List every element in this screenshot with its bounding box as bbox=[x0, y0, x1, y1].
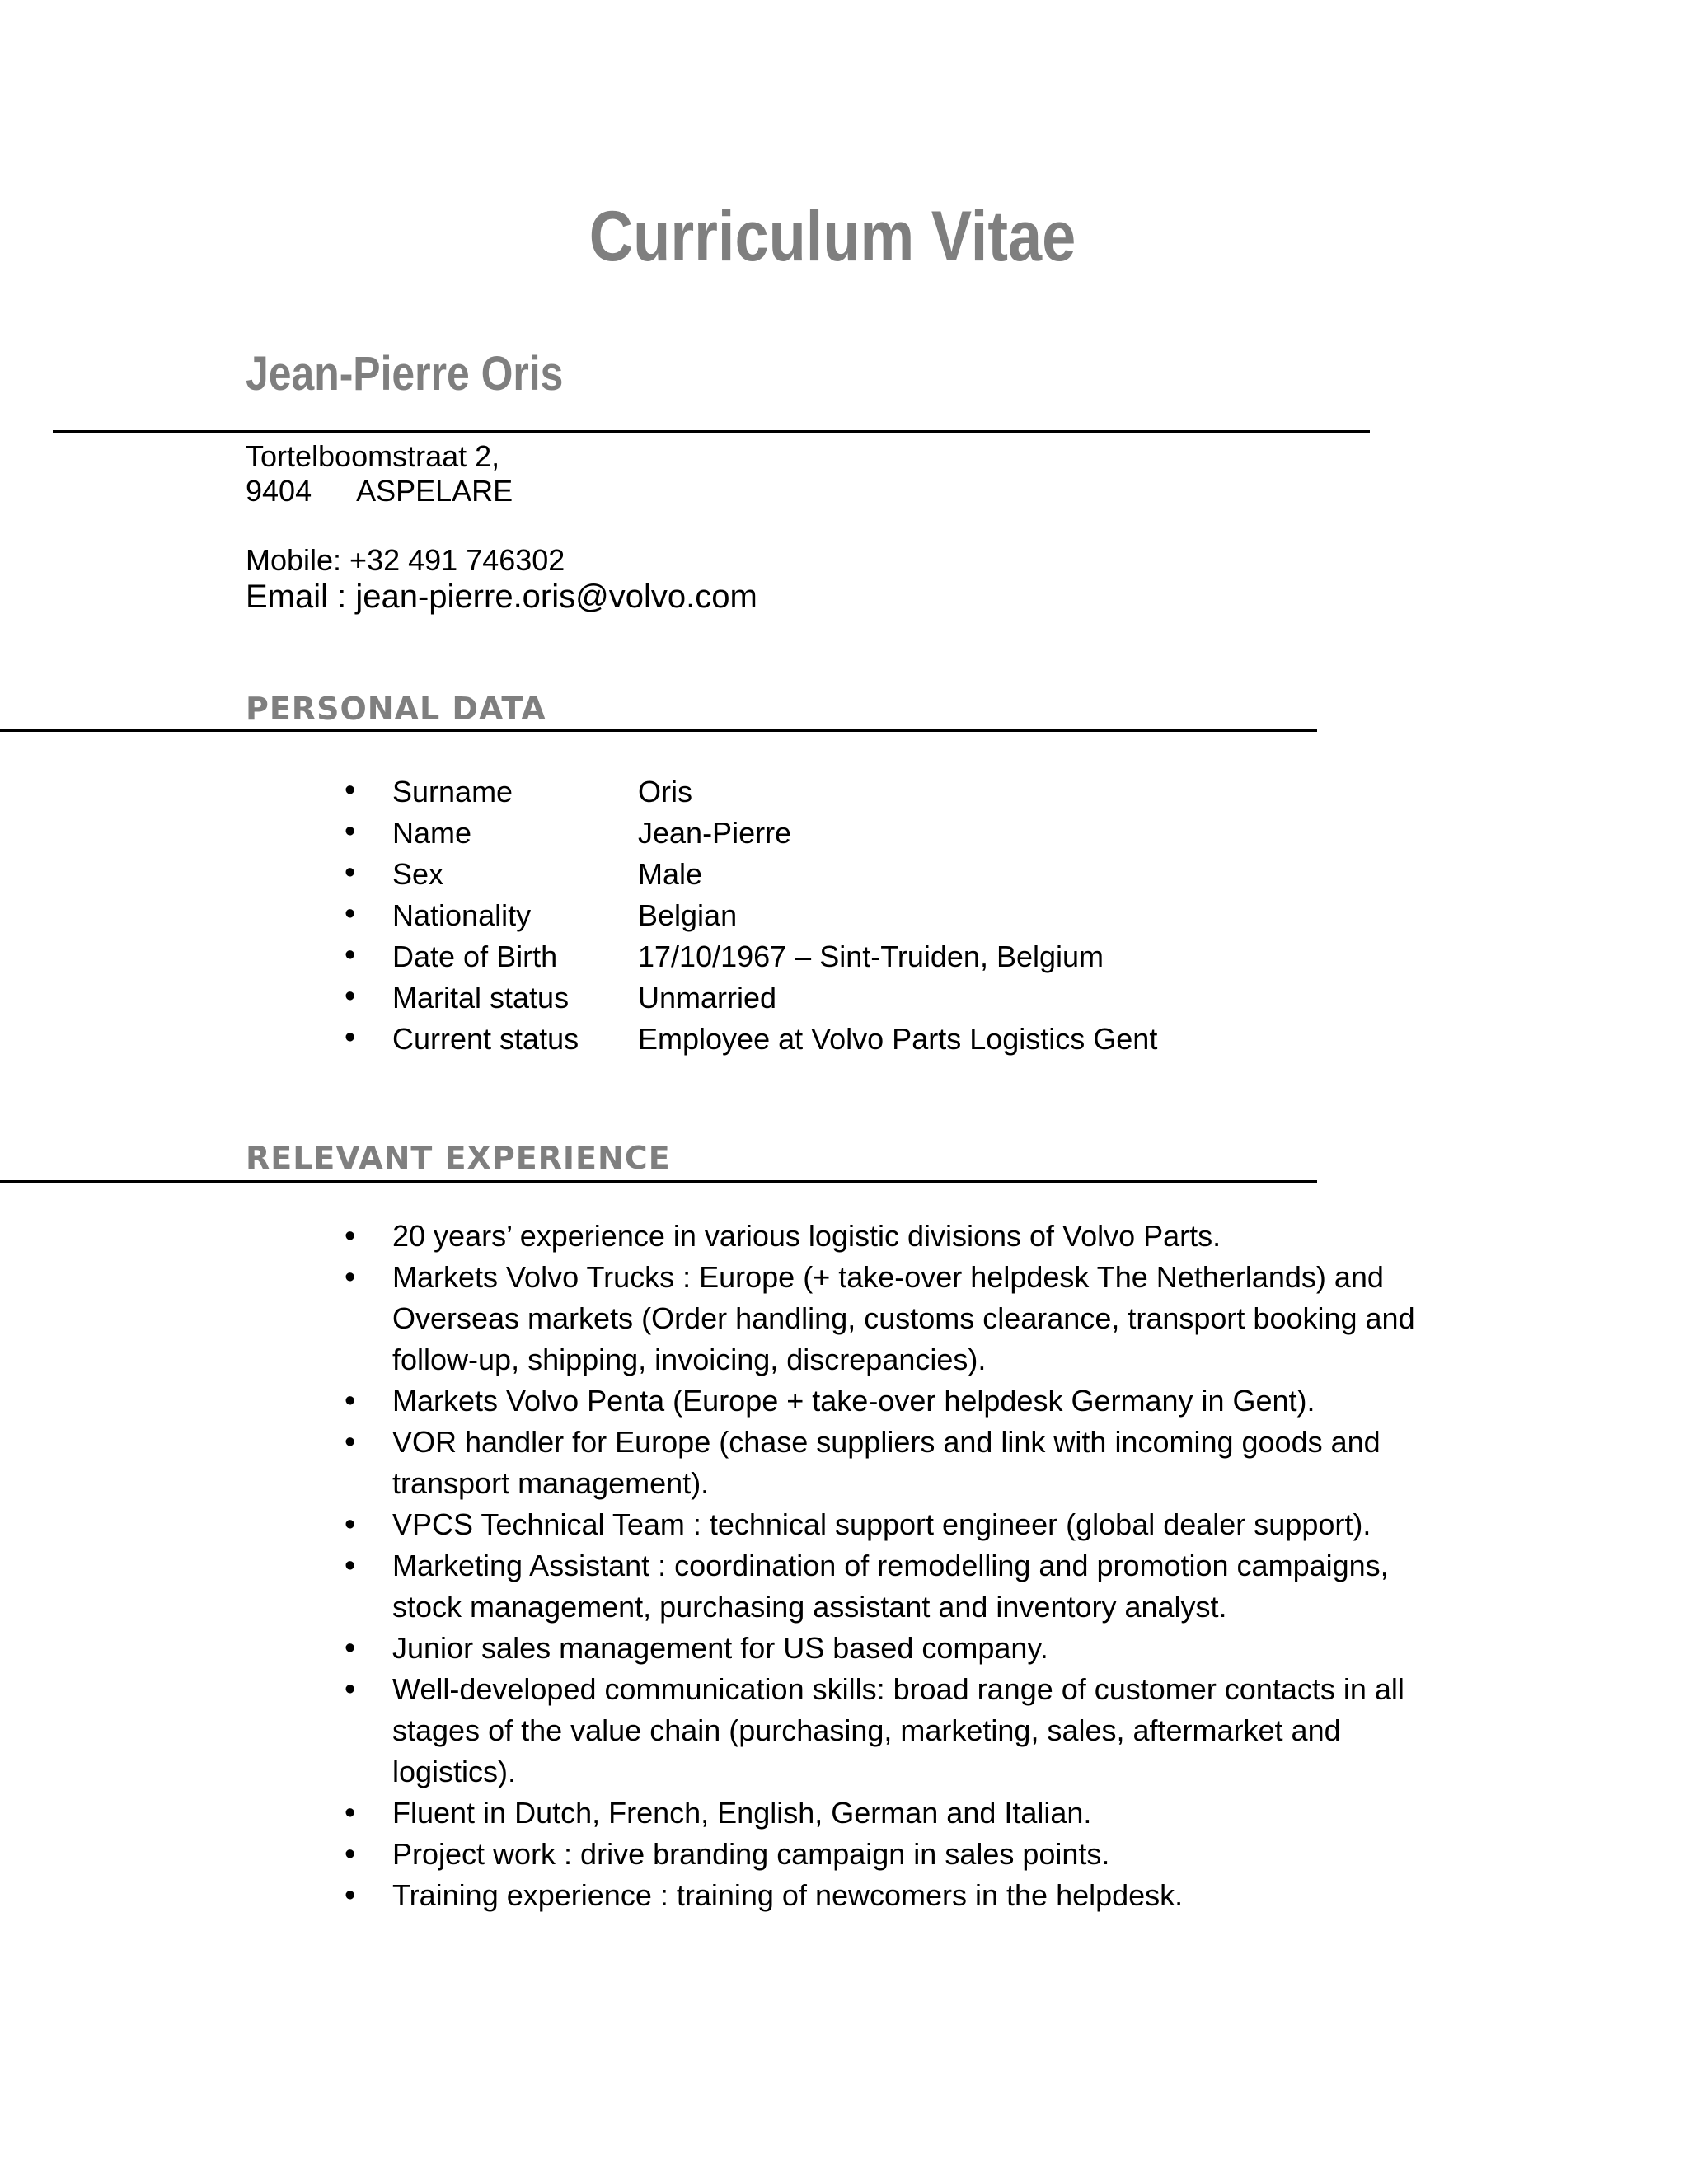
experience-item bbox=[0, 1380, 1688, 1422]
bullet-icon: • bbox=[345, 1837, 356, 1872]
experience-text: Fluent in Dutch, French, English, German and Italian. bbox=[392, 1796, 1092, 1830]
experience-item bbox=[0, 1545, 1688, 1628]
experience-text: Markets Volvo Penta (Europe + take-over helpdesk Germany in Gent). bbox=[392, 1384, 1315, 1418]
personal-data-row bbox=[0, 898, 1688, 940]
experience-list bbox=[0, 1216, 1688, 1916]
experience-item bbox=[0, 1834, 1688, 1875]
personal-data-label: Date of Birth bbox=[392, 940, 558, 973]
bullet-icon: • bbox=[345, 814, 356, 849]
experience-item bbox=[0, 1628, 1688, 1669]
experience-text: 20 years’ experience in various logistic divisions of Volvo Parts. bbox=[392, 1219, 1221, 1253]
bullet-icon: • bbox=[345, 773, 356, 808]
personal-data-label: Name bbox=[392, 816, 472, 850]
city: ASPELARE bbox=[356, 474, 513, 508]
personal-data-row bbox=[0, 816, 1688, 857]
personal-data-row bbox=[0, 940, 1688, 981]
bullet-icon: • bbox=[345, 1020, 356, 1055]
personal-data-divider bbox=[0, 729, 1317, 732]
personal-data-value: Employee at Volvo Parts Logistics Gent bbox=[638, 1022, 1158, 1056]
personal-data-label: Sex bbox=[392, 857, 444, 891]
personal-data-label: Surname bbox=[392, 775, 513, 808]
relevant-experience-heading: RELEVANT EXPERIENCE bbox=[246, 1140, 671, 1176]
experience-item bbox=[0, 1793, 1688, 1834]
street-address: Tortelboomstraat 2, bbox=[246, 439, 500, 473]
bullet-icon: • bbox=[345, 979, 356, 1014]
experience-text: Marketing Assistant : coordination of remodelling and promotion campaigns, stock management, purchasing assistant and inventory analyst. bbox=[392, 1549, 1389, 1624]
experience-item bbox=[0, 1504, 1688, 1545]
experience-item bbox=[0, 1422, 1688, 1504]
relevant-experience-divider bbox=[0, 1180, 1317, 1183]
experience-text: VOR handler for Europe (chase suppliers and link with incoming goods and transport management). bbox=[392, 1425, 1381, 1500]
mobile-number: Mobile: +32 491 746302 bbox=[246, 543, 565, 577]
personal-data-value: Oris bbox=[638, 775, 692, 808]
bullet-icon: • bbox=[345, 855, 356, 890]
personal-data-row bbox=[0, 1022, 1688, 1063]
experience-text: Junior sales management for US based company. bbox=[392, 1631, 1048, 1665]
postcode: 9404 bbox=[246, 474, 312, 508]
name-divider bbox=[53, 430, 1370, 433]
bullet-icon: • bbox=[345, 1507, 356, 1542]
personal-data-label: Nationality bbox=[392, 898, 532, 932]
experience-item bbox=[0, 1875, 1688, 1916]
bullet-icon: • bbox=[345, 938, 356, 972]
experience-text: Markets Volvo Trucks : Europe (+ take-over helpdesk The Netherlands) and Overseas markets (Order handling, customs clearance, transport booking and follow-up, shipping, invoicing, discrepancies). bbox=[392, 1260, 1415, 1376]
personal-data-label: Marital status bbox=[392, 981, 570, 1015]
experience-item bbox=[0, 1257, 1688, 1380]
bullet-icon: • bbox=[345, 1260, 356, 1295]
bullet-icon: • bbox=[345, 1878, 356, 1913]
experience-text: Training experience : training of newcomers in the helpdesk. bbox=[392, 1878, 1184, 1912]
document-title: Curriculum Vitae bbox=[588, 197, 1076, 276]
personal-data-row bbox=[0, 981, 1688, 1022]
email-address: Email : jean-pierre.oris@volvo.com bbox=[246, 579, 757, 615]
personal-data-value: Male bbox=[638, 857, 703, 891]
personal-data-value: Jean-Pierre bbox=[638, 816, 792, 850]
personal-data-value: Unmarried bbox=[638, 981, 777, 1015]
bullet-icon: • bbox=[345, 1384, 356, 1418]
bullet-icon: • bbox=[345, 1425, 356, 1460]
experience-text: Project work : drive branding campaign in sales points. bbox=[392, 1837, 1110, 1871]
bullet-icon: • bbox=[345, 1219, 356, 1254]
bullet-icon: • bbox=[345, 1796, 356, 1830]
bullet-icon: • bbox=[345, 1631, 356, 1666]
personal-data-heading: PERSONAL DATA bbox=[246, 691, 546, 727]
personal-data-label: Current status bbox=[392, 1022, 579, 1056]
personal-data-value: 17/10/1967 – Sint-Truiden, Belgium bbox=[638, 940, 1104, 973]
experience-text: VPCS Technical Team : technical support engineer (global dealer support). bbox=[392, 1507, 1372, 1541]
personal-data-row bbox=[0, 775, 1688, 816]
experience-item bbox=[0, 1669, 1688, 1793]
candidate-name: Jean-Pierre Oris bbox=[246, 347, 564, 401]
postcode-city-line bbox=[246, 473, 513, 509]
experience-text: Well-developed communication skills: broad range of customer contacts in all stages of the value chain (purchasing, marketing, sales, aftermarket and logistics). bbox=[392, 1672, 1404, 1788]
bullet-icon: • bbox=[345, 897, 356, 931]
experience-item bbox=[0, 1216, 1688, 1257]
personal-data-value: Belgian bbox=[638, 898, 738, 932]
bullet-icon: • bbox=[345, 1549, 356, 1583]
bullet-icon: • bbox=[345, 1672, 356, 1707]
personal-data-row bbox=[0, 857, 1688, 898]
